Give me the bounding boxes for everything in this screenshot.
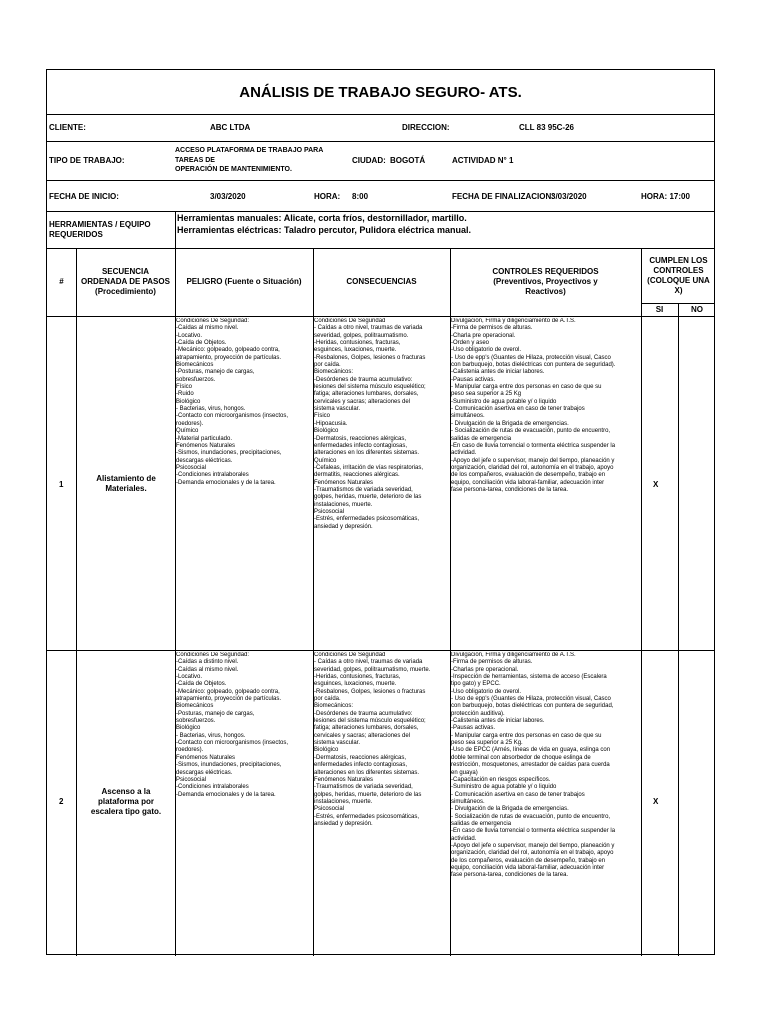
fecha-inicio-label: FECHA DE INICIO: [49, 192, 119, 201]
divider [175, 211, 176, 248]
divider [641, 248, 642, 956]
header-num: # [59, 277, 64, 286]
divider [47, 180, 714, 181]
consecuencias-text: Condiciones De Seguridad - Caídas a otro nivel, traumas de variada severidad, golpes, politraumatismo, muerte. -Heridas, contusiones, fracturas, esguinces, luxaciones, muerte. -Resbalones, Golpes, lesiones o fracturas por caída. Biomecánicos: -Desórdenes de trauma acumulativo: lesiones del sistema músculo esquelético; fatiga; alteraciones lumbares, dorsales, cervicales y sacras; alteraciones del sistema vascular. Biológico -Dermatosis, reacciones alérgicas, enfermedades infecto contagiosas, alteraciones en los diferentes sistemas. Fenómenos Naturales -Traumatismos de variada severidad, golpes, heridas, muerte, deterioro de las instalaciones, muerte. Psicosocial -Estrés, enfermedades psicosomáticas, ansiedad y depresión. [314, 652, 431, 827]
page-title: ANÁLISIS DE TRABAJO SEGURO- ATS. [239, 84, 522, 101]
herramientas-line: Herramientas manuales: Alicate, corta fríos, destornillador, martillo. [177, 213, 467, 223]
fecha-fin-value: 3/03/2020 [551, 192, 587, 201]
step-description: Ascenso a la plataforma por escalera tipo gato. [90, 787, 162, 816]
header-controles: CONTROLES REQUERIDOS (Preventivos, Proyectivos y Reactivos) [492, 267, 599, 296]
fecha-fin-label: FECHA DE FINALIZACION: [452, 192, 554, 201]
cliente-value: ABC LTDA [210, 123, 251, 132]
divider [47, 316, 714, 317]
hora-value: 8:00 [352, 192, 369, 201]
header-si: SI [655, 304, 664, 314]
direccion-label: DIRECCION: [402, 123, 450, 132]
header-peligro: PELIGRO (Fuente o Situación) [186, 277, 302, 286]
tipo-label: TIPO DE TRABAJO: [49, 156, 125, 165]
row-number: 2 [59, 797, 64, 806]
herramientas-label-line: HERRAMIENTAS / EQUIPO [49, 220, 151, 229]
header-consecuencias: CONSECUENCIAS [346, 277, 417, 286]
divider [47, 141, 714, 142]
header-secuencia: SECUENCIA ORDENADA DE PASOS (Procedimiento) [81, 267, 170, 296]
hora-fin: HORA: 17:00 [641, 192, 690, 201]
cumple-si-mark: X [653, 797, 659, 806]
tipo-value-line: TAREAS DE [175, 156, 215, 164]
divider [47, 650, 714, 651]
divider [678, 303, 679, 956]
herramientas-value [177, 212, 471, 236]
tipo-value-line: OPERACIÓN DE MANTENIMIENTO. [175, 166, 292, 173]
tipo-value [175, 146, 323, 175]
divider [76, 248, 77, 956]
herramientas-label [49, 220, 151, 240]
fecha-inicio-value: 3/03/2020 [210, 192, 246, 201]
herramientas-line: Herramientas eléctricas: Taladro percutor, Pulidora eléctrica manual. [177, 225, 471, 235]
direccion-value: CLL 83 95C-26 [519, 123, 574, 132]
ciudad-value: BOGOTÁ [390, 156, 426, 165]
step-description: Alistamiento de Materiales. [96, 474, 156, 493]
controles-text: Divulgación, Firma y diligenciamiento de A.T.S. -Firma de permisos de alturas. -Charlas pre operacional. -Inspección de herramientas, sistema de acceso (Escalera tipo gato) y EPCC. -Uso obligatorio de overol. - Uso de epp's (Guantes de Hilaza, protección visual, Casco con barbuquejo, botas dieléctricas con puntera de seguridad, protección auditiva). -Calistenia antes de iniciar labores. -Pausas activas. - Manipular carga entre dos personas en caso de que su peso sea superior a 25 Kg. -Uso de EPCC (Arnés, líneas de vida en guaya, eslinga con doble terminal con absorbedor de choque eslinga de restricción, mosquetones, arrestador de caídas para cuerda en guaya) -Capacitación en riesgos específicos. -Suministro de agua potable y/ o liquido - Comunicación asertiva en caso de tener trabajos simultáneos. - Divulgación de la Brigada de emergencias. - Socialización de rutas de evacuación, punto de encuentro, salidas de emergencia -En caso de lluvia torrencial o tormenta eléctrica suspender la actividad. -Apoyo del jefe o supervisor, manejo del tiempo, planeación y organización, claridad del rol, autonomía en el trabajo, apoyo de los compañeros, evaluación de desempeño, trabajo en equipo, conciliación vida laboral-familiar, adecuación inter fase persona-tarea, condiciones de la tarea. [451, 652, 616, 879]
ciudad-label: CIUDAD: [352, 156, 386, 165]
hora-label: HORA: [314, 192, 341, 201]
tipo-value-line: ACCESO PLATAFORMA DE TRABAJO PARA [175, 147, 324, 154]
consecuencias-text: Condiciones De Seguridad - Caídas a otro nivel, traumas de variada severidad, golpes, politraumatismo. -Heridas, contusiones, fracturas, esguinces, luxaciones, muerte. -Resbalones, Golpes, lesiones o fracturas por caída. Biomecánicos: -Desórdenes de trauma acumulativo: lesiones del sistema músculo esquelético; fatiga; alteraciones lumbares, dorsales, cervicales y sacras; alteraciones del sistema vascular. Físico -Hipoacusia. Biológico -Dermatosis, reacciones alérgicas, enfermedades infecto contagiosas, alteraciones en los diferentes sistemas. Químico -Cefaleas, irritación de vías respiratorias, dermatitis, reacciones alérgicas. Fenómenos Naturales -Traumatismos de variada severidad, golpes, heridas, muerte, deterioro de las instalaciones, muerte. Psicosocial -Estrés, enfermedades psicosomáticas, ansiedad y depresión. [314, 318, 426, 530]
peligro-text: Condiciones De Seguridad: -Caídas a distinto nivel. -Caídas al mismo nivel. -Locativo. -Caída de Objetos. -Mecánico: golpeado, golpeado contra, atrapamiento, proyección de partículas. Biomecánicos -Posturas, manejo de cargas, sobresfuerzos. Biológico - Bacterias, virus, hongos. -Contacto con microorganismos (insectos, roedores). Fenómenos Naturales -Sismos, inundaciones, precipitaciones, descargas eléctricas. Psicosocial -Condiciones intralaborales -Demanda emocionales y de la tarea. [176, 652, 289, 798]
divider [47, 114, 714, 115]
header-no: NO [691, 304, 703, 314]
ats-sheet [46, 69, 715, 955]
controles-text: Divulgación, Firma y diligenciamiento de A.T.S. -Firma de permisos de alturas. -Charla pre operacional. -Orden y aseo -Uso obligatorio de overol. - Uso de epp's (Guantes de Hilaza, protección visual, Casco con barbuquejo, botas dieléctricas con puntera de seguridad). -Calistenia antes de iniciar labores. -Pausas activas. - Manipular carga entre dos personas en caso de que su peso sea superior a 25 Kg -Suministro de agua potable y/ o liquido - Comunicación asertiva en caso de tener trabajos simultáneos. - Divulgación de la Brigada de emergencias. - Socialización de rutas de evacuación, punto de encuentro, salidas de emergencia -En caso de lluvia torrencial o tormenta eléctrica suspender la actividad. -Apoyo del jefe o supervisor, manejo del tiempo, planeación y organización, claridad del rol, autonomía en el trabajo, apoyo de los compañeros, evaluación de desempeño, trabajo en equipo, conciliación vida laboral-familiar, adecuación inter fase persona-tarea, condiciones de la tarea. [451, 318, 616, 493]
row-number: 1 [59, 480, 64, 489]
cliente-label: CLIENTE: [49, 123, 86, 132]
cumple-si-mark: X [653, 480, 659, 489]
header-cumplen: CUMPLEN LOS CONTROLES (COLOQUE UNA X) [647, 255, 710, 295]
peligro-text: Condiciones De Seguridad: -Caídas al mismo nivel. -Locativo. -Caída de Objetos. -Mecánico: golpeado, golpeado contra, atrapamiento, proyección de partículas. Biomecánicos -Posturas, manejo de cargas, sobresfuerzos. Físico -Ruido Biológico - Bacterias, virus, hongos. -Contacto con microorganismos (insectos, roedores). Químico -Material particulado. Fenómenos Naturales -Sismos, inundaciones, precipitaciones, descargas eléctricas. Psicosocial -Condiciones intralaborales -Demanda emocionales y de la tarea. [176, 318, 289, 486]
actividad-label: ACTIVIDAD N° 1 [452, 156, 514, 165]
herramientas-label-line: REQUERIDOS [49, 230, 103, 239]
